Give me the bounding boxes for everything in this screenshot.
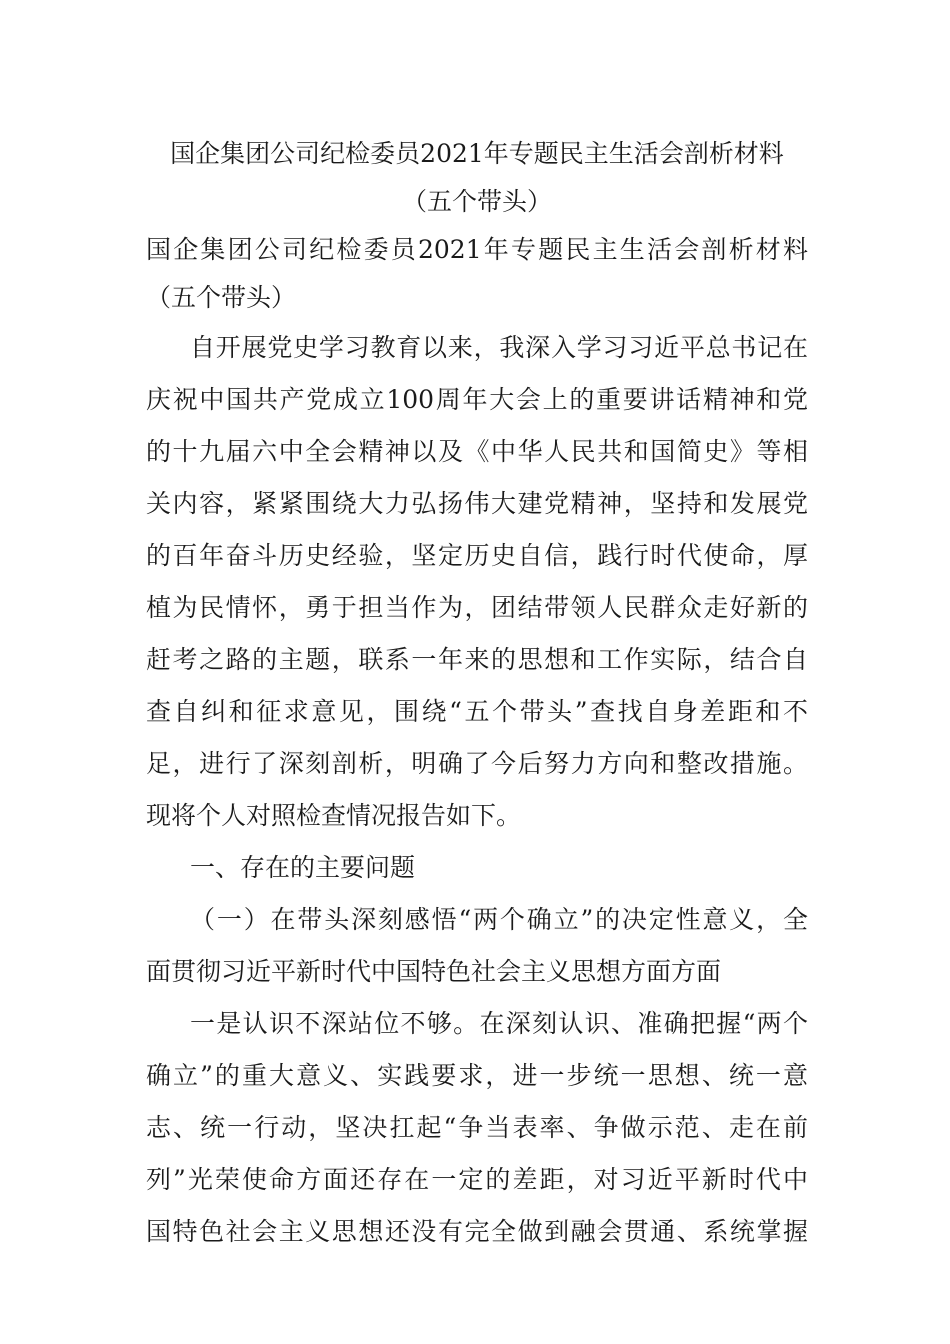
paragraph-line: 植为民情怀，勇于担当作为，团结带领人民群众走好新的 bbox=[146, 593, 808, 622]
paragraph-line: 志、统一行动，坚决扛起“争当表率、争做示范、走在前 bbox=[146, 1113, 808, 1142]
point-paragraph bbox=[146, 998, 808, 1258]
title-line-1: 国企集团公司纪检委员2021年专题民主生活会剖析材料 bbox=[170, 139, 784, 168]
section-heading: 一、存在的主要问题 bbox=[190, 853, 416, 882]
paragraph-line: （一）在带头深刻感悟“两个确立”的决定性意义，全 bbox=[190, 905, 808, 934]
paragraph-line: 的百年奋斗历史经验，坚定历史自信，践行时代使命，厚 bbox=[146, 541, 808, 570]
paragraph-line: 自开展党史学习教育以来，我深入学习习近平总书记在 bbox=[190, 333, 808, 362]
paragraph-line: 列”光荣使命方面还存在一定的差距，对习近平新时代中 bbox=[146, 1165, 808, 1194]
paragraph-line: 庆祝中国共产党成立100周年大会上的重要讲话精神和党 bbox=[146, 385, 808, 414]
intro-paragraph bbox=[146, 322, 808, 842]
paragraph-line: 面贯彻习近平新时代中国特色社会主义思想方面方面 bbox=[146, 957, 722, 986]
paragraph-line: 查自纠和征求意见，围绕“五个带头”查找自身差距和不 bbox=[146, 697, 808, 726]
paragraph-line: 国特色社会主义思想还没有完全做到融会贯通、系统掌握 bbox=[146, 1217, 808, 1246]
paragraph-line: 现将个人对照检查情况报告如下。 bbox=[146, 801, 522, 830]
paragraph-line: 关内容，紧紧围绕大力弘扬伟大建党精神，坚持和发展党 bbox=[146, 489, 808, 518]
paragraph-line: 确立”的重大意义、实践要求，进一步统一思想、统一意 bbox=[146, 1061, 808, 1090]
paragraph-line: 足，进行了深刻剖析，明确了今后努力方向和整改措施。 bbox=[146, 749, 808, 778]
title-repeat-line-1: 国企集团公司纪检委员2021年专题民主生活会剖析材料 bbox=[146, 235, 808, 264]
title-line-2: （五个带头） bbox=[401, 187, 552, 216]
paragraph-line: 一是认识不深站位不够。在深刻认识、准确把握“两个 bbox=[190, 1009, 808, 1038]
paragraph-line: 赶考之路的主题，联系一年来的思想和工作实际，结合自 bbox=[146, 645, 808, 674]
document-page bbox=[146, 130, 808, 1258]
title-repeat-line-2: （五个带头） bbox=[146, 283, 297, 312]
subsection-heading bbox=[146, 894, 808, 998]
paragraph-line: 的十九届六中全会精神以及《中华人民共和国简史》等相 bbox=[146, 437, 808, 466]
